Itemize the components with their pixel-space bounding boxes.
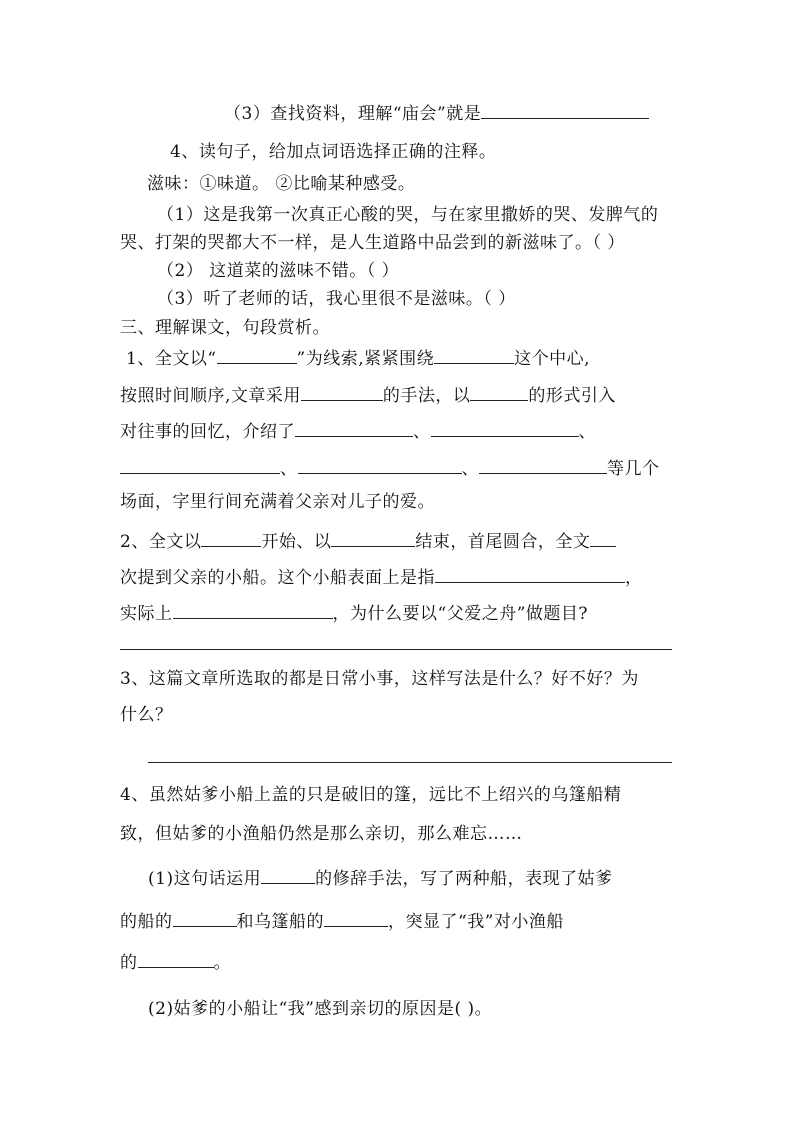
answer-blank[interactable] xyxy=(298,455,462,474)
q4-title: 4、读句子，给加点词语选择正确的注释。 xyxy=(170,142,497,162)
answer-blank[interactable] xyxy=(479,455,607,474)
text: 2、全文以 xyxy=(120,532,202,552)
s3-q2-line2 xyxy=(120,564,643,589)
q3-item3-line xyxy=(224,100,649,125)
text: ，突显了“我”对小渔船 xyxy=(388,912,564,932)
text: 次提到父亲的小船。这个小船表面上是指 xyxy=(120,568,435,588)
answer-blank[interactable] xyxy=(173,600,333,619)
answer-blank[interactable] xyxy=(201,528,261,547)
text: 、 xyxy=(413,422,431,442)
s3-q4-part1-line2 xyxy=(120,908,564,933)
q4-sentence2: （2） 这道菜的滋味不错。（ ） xyxy=(157,261,400,281)
text: ，为什么要以“父爱之舟”做题目? xyxy=(332,604,588,624)
answer-blank[interactable] xyxy=(138,949,214,968)
s3-q1-line2 xyxy=(120,382,616,407)
s3-q2-line3 xyxy=(120,600,588,625)
answer-blank[interactable] xyxy=(217,345,297,364)
text: 的修辞手法，写了两种船，表现了姑爹 xyxy=(315,869,613,889)
text: ， xyxy=(625,568,643,588)
text: 实际上 xyxy=(120,604,173,624)
q4-sentence1-line2: 哭、打架的哭都大不一样，是人生道路中品尝到的新滋味了。（ ） xyxy=(120,233,625,253)
s3-q1-line4 xyxy=(120,455,660,480)
q4-sentence1-line1: （1）这是我第一次真正心酸的哭，与在家里撒娇的哭、发脾气的 xyxy=(157,205,659,225)
q4-sentence3: （3）听了老师的话，我心里很不是滋味。（ ） xyxy=(157,289,516,309)
text: 、 xyxy=(578,422,596,442)
s3-q4-line2: 致，但姑爹的小渔船仍然是那么亲切，那么难忘…… xyxy=(120,824,523,844)
text: 按照时间顺序,文章采用 xyxy=(120,386,301,406)
text: 、 xyxy=(280,459,298,479)
answer-line[interactable] xyxy=(120,649,672,650)
answer-blank[interactable] xyxy=(331,528,415,547)
answer-blank[interactable] xyxy=(590,528,616,547)
answer-blank[interactable] xyxy=(301,382,383,401)
answer-blank[interactable] xyxy=(435,564,625,583)
text: 的 xyxy=(120,953,138,973)
text: 。 xyxy=(213,953,231,973)
text: 1、全文以“ xyxy=(126,349,217,369)
text: 的船的 xyxy=(120,912,173,932)
text: 的形式引入 xyxy=(528,386,616,406)
answer-blank[interactable] xyxy=(261,865,315,884)
answer-blank[interactable] xyxy=(481,100,649,119)
text: 、 xyxy=(461,459,479,479)
section3-heading: 三、理解课文，句段赏析。 xyxy=(120,318,330,338)
answer-blank[interactable] xyxy=(470,382,528,401)
text: (1)这句话运用 xyxy=(148,869,262,889)
s3-q4-line1: 4、虽然姑爹小船上盖的只是破旧的篷，远比不上绍兴的乌篷船精 xyxy=(120,785,622,805)
answer-blank[interactable] xyxy=(173,908,237,927)
answer-line[interactable] xyxy=(148,762,672,763)
s3-q4-part1-line1 xyxy=(148,865,613,890)
text: 的手法，以 xyxy=(382,386,471,406)
s3-q1-line5: 场面，字里行间充满着父亲对儿子的爱。 xyxy=(120,492,435,512)
answer-blank[interactable] xyxy=(120,455,280,474)
text: ”为线索,紧紧围绕 xyxy=(296,349,435,369)
text: 等几个 xyxy=(607,459,660,479)
q3-item3-text: （3）查找资料，理解“庙会”就是 xyxy=(224,104,482,124)
q4-definition: 滋味：①味道。 ②比喻某种感受。 xyxy=(147,174,416,194)
text: 这个中心, xyxy=(514,349,591,369)
answer-blank[interactable] xyxy=(295,418,413,437)
text: 结束，首尾圆合，全文 xyxy=(415,532,591,552)
text: 对往事的回忆，介绍了 xyxy=(120,422,295,442)
s3-q1-line3 xyxy=(120,418,596,443)
s3-q1-line1 xyxy=(126,345,590,370)
s3-q4-part2: (2)姑爹的小船让“我”感到亲切的原因是( )。 xyxy=(148,999,493,1019)
s3-q3-line1: 3、这篇文章所选取的都是日常小事，这样写法是什么？好不好？为 xyxy=(120,669,639,689)
text: 开始、以 xyxy=(261,532,332,552)
answer-blank[interactable] xyxy=(431,418,579,437)
text: 和乌篷船的 xyxy=(236,912,324,932)
s3-q2-line1 xyxy=(120,528,616,553)
answer-blank[interactable] xyxy=(434,345,514,364)
answer-blank[interactable] xyxy=(324,908,388,927)
s3-q3-line2: 什么？ xyxy=(120,705,173,725)
s3-q4-part1-line3 xyxy=(120,949,231,974)
